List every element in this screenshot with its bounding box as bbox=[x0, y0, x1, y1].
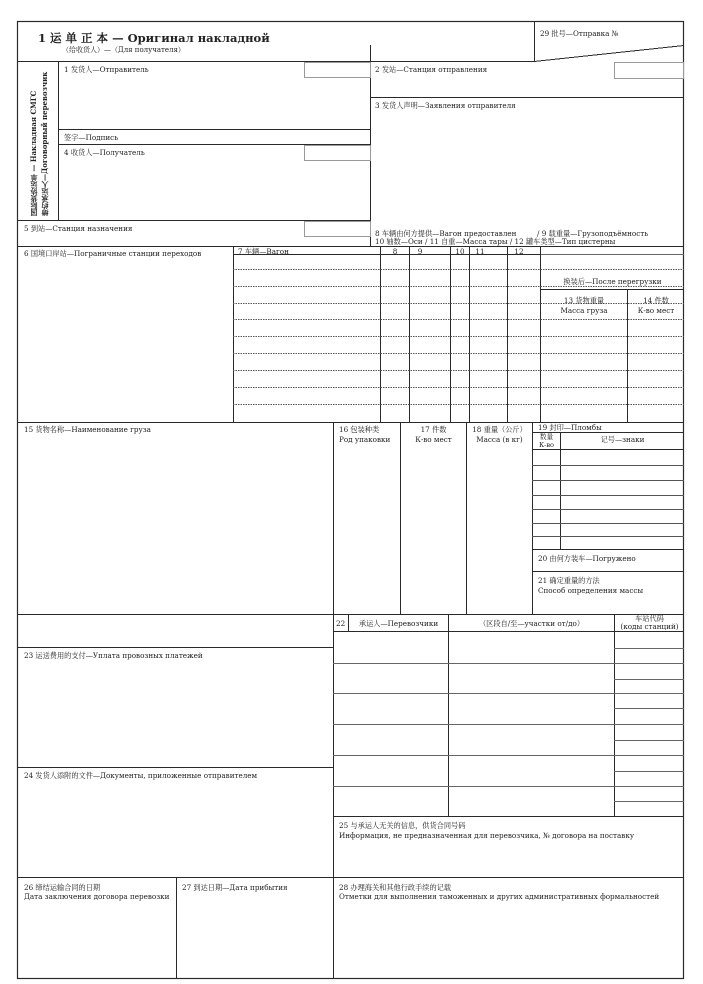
seal-qty-cn: 数量 bbox=[539, 433, 554, 441]
station-codes-label-ru: (коды станций) bbox=[620, 622, 679, 631]
field-5-label: 5 到站—Станция назначения bbox=[24, 224, 133, 233]
field-6-label: 6 国境口岸站—Пограничные станции переходов bbox=[24, 249, 202, 258]
field-27-label: 27 到达日期—Дата прибытия bbox=[182, 883, 288, 892]
field-22-number: 22 bbox=[336, 619, 346, 628]
title bbox=[38, 32, 270, 45]
seal-qty-ru: К-во bbox=[538, 441, 554, 449]
col-9-label: 9 bbox=[417, 247, 423, 256]
title-number: 1 bbox=[38, 31, 47, 45]
title-subtitle: （给收货人）—（Для получателя） bbox=[62, 46, 185, 54]
departure-code-box[interactable] bbox=[614, 62, 684, 79]
field-24-label: 24 发货人添附的文件—Документы, приложенные отправителем bbox=[24, 771, 258, 780]
field-28-label-ru: Отметки для выполнения таможенных и других административных формальностей bbox=[339, 892, 660, 901]
field-3-label: 3 发货人声明—Заявления отправителя bbox=[375, 101, 516, 110]
recipient-code-box[interactable] bbox=[304, 145, 371, 161]
title-ru: — Оригинал накладной bbox=[112, 31, 270, 45]
field-14-label-ru: К-во мест bbox=[637, 306, 675, 315]
field-1-label: 1 发货人—Отправитель bbox=[64, 65, 149, 74]
field-10-label: 10 轴数—Оси / 11 自重—Масса тары / 12 罐车类型—Тип цистерны bbox=[375, 237, 616, 246]
title-cn: 运 单 正 本 bbox=[50, 31, 109, 45]
field-18-label-ru: Масса (в кг) bbox=[476, 435, 523, 444]
vertical-label-1: 国际货协运单 — Накладная СМГС bbox=[29, 90, 38, 216]
col-10-label: 10 bbox=[455, 247, 465, 256]
field-19-label: 19 封印—Пломбы bbox=[538, 423, 602, 432]
field-26-label-cn: 26 缔结运输合同的日期 bbox=[24, 883, 101, 892]
seal-marks-label: 记号—знаки bbox=[600, 435, 645, 444]
field-15-label: 15 货物名称—Наименование груза bbox=[24, 425, 151, 434]
field-25-label-cn: 25 与承运人无关的信息，供货合同号码 bbox=[339, 821, 466, 830]
field-9-label: / 9 载重量—Грузоподъёмность bbox=[537, 229, 649, 238]
field-7-label: 7 车辆—Вагон bbox=[238, 247, 289, 256]
field-21-label-cn: 21 确定重量的方法 bbox=[538, 576, 600, 585]
field-17-label-cn: 17 件数 bbox=[420, 425, 447, 434]
field-8-label: 8 车辆由何方提供—Вагон предоставлен bbox=[375, 229, 517, 238]
col-11-label: 11 bbox=[475, 247, 485, 256]
field-20-label: 20 由何方装车—Погружено bbox=[538, 554, 636, 563]
field-23-label: 23 运送费用的支付—Уплата провозных платежей bbox=[24, 651, 203, 660]
col-8-label: 8 bbox=[392, 247, 398, 256]
field-29-label: 29 批号—Отправка № bbox=[540, 29, 619, 38]
field-21-label-ru: Способ определения массы bbox=[538, 586, 644, 595]
field-4-label: 4 收货人—Получатель bbox=[64, 148, 145, 157]
field-16-label-ru: Род упаковки bbox=[339, 435, 391, 444]
field-14-label-cn: 14 件数 bbox=[643, 296, 669, 305]
field-28-label-cn: 28 办理海关和其他行政手续的记载 bbox=[339, 883, 452, 892]
sections-label: （区段自/至—участки от/до） bbox=[478, 619, 585, 628]
station-codes-label-cn: 车站代码 bbox=[635, 614, 664, 623]
carriers-label: 承运人—Перевозчики bbox=[358, 619, 439, 628]
sender-code-box[interactable] bbox=[304, 62, 371, 78]
vertical-label-2: 缔约承运人—Договорный перевозчик bbox=[40, 71, 49, 216]
field-18-label-cn: 18 重量（公斤） bbox=[472, 425, 527, 434]
field-2-label: 2 发站—Станция отправления bbox=[375, 65, 488, 74]
field-13-label-ru: Масса груза bbox=[560, 306, 608, 315]
field-17-label-ru: К-во мест bbox=[415, 435, 452, 444]
destination-code-box[interactable] bbox=[304, 221, 371, 237]
after-reloading-label: 换装后—После перегрузки bbox=[563, 277, 662, 286]
field-26-label-ru: Дата заключения договора перевозки bbox=[24, 892, 170, 901]
field-16-label-cn: 16 包装种类 bbox=[339, 425, 380, 434]
field-13-label-cn: 13 货物重量 bbox=[563, 296, 605, 305]
signature-label: 签字—Подпись bbox=[64, 133, 119, 142]
field-25-label-ru: Информация, не предназначенная для перевозчика, № договора на поставку bbox=[339, 831, 635, 840]
col-12-label: 12 bbox=[514, 247, 524, 256]
